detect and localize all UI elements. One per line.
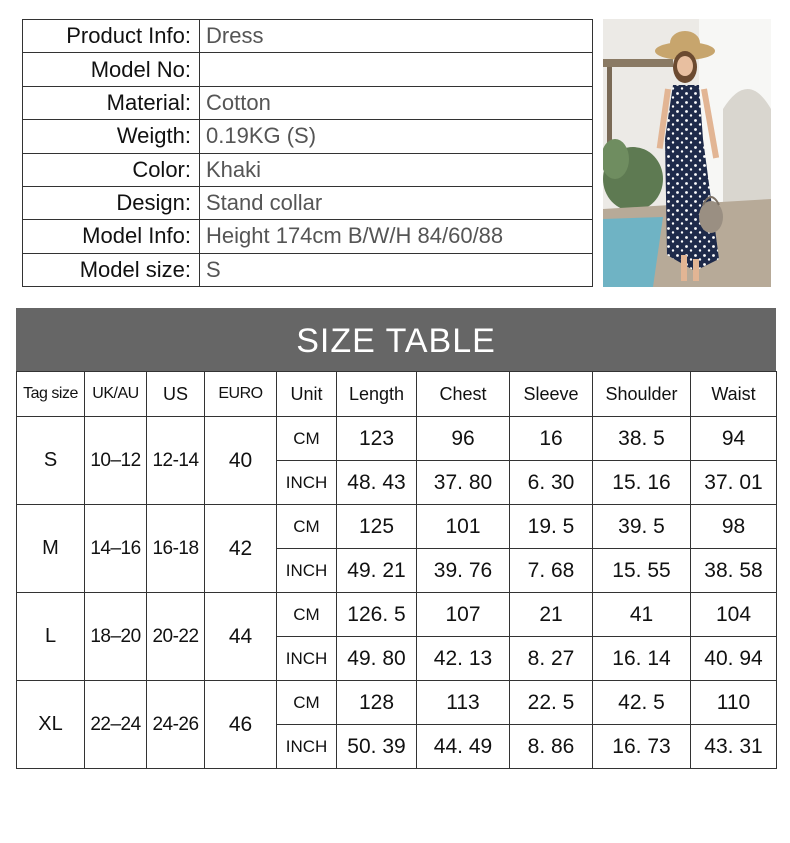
chest-cell: 107 bbox=[417, 593, 510, 637]
size-table-header bbox=[17, 372, 777, 417]
length-cell: 125 bbox=[337, 505, 417, 549]
unit-cell: CM bbox=[277, 593, 337, 637]
size-table-title: SIZE TABLE bbox=[16, 308, 776, 371]
chest-cell: 113 bbox=[417, 681, 510, 725]
unit-cell: CM bbox=[277, 505, 337, 549]
info-label: Product Info: bbox=[23, 20, 200, 53]
sleeve-cell: 6. 30 bbox=[510, 461, 593, 505]
info-row-model-info bbox=[23, 220, 593, 253]
info-label: Design: bbox=[23, 186, 200, 219]
sleeve-cell: 8. 27 bbox=[510, 637, 593, 681]
shoulder-cell: 38. 5 bbox=[593, 417, 691, 461]
info-label: Color: bbox=[23, 153, 200, 186]
sleeve-cell: 22. 5 bbox=[510, 681, 593, 725]
table-row bbox=[17, 681, 777, 725]
info-value: Height 174cm B/W/H 84/60/88 bbox=[200, 220, 593, 253]
shoulder-cell: 39. 5 bbox=[593, 505, 691, 549]
info-label: Model Info: bbox=[23, 220, 200, 253]
info-row-design bbox=[23, 186, 593, 219]
shoulder-cell: 15. 16 bbox=[593, 461, 691, 505]
euro-cell: 46 bbox=[205, 681, 277, 769]
model-photo bbox=[603, 19, 771, 287]
length-cell: 123 bbox=[337, 417, 417, 461]
euro-cell: 42 bbox=[205, 505, 277, 593]
length-cell: 126. 5 bbox=[337, 593, 417, 637]
col-header: UK/AU bbox=[85, 372, 147, 417]
sleeve-cell: 19. 5 bbox=[510, 505, 593, 549]
shoulder-cell: 16. 14 bbox=[593, 637, 691, 681]
tag-size-cell: XL bbox=[17, 681, 85, 769]
chest-cell: 37. 80 bbox=[417, 461, 510, 505]
length-cell: 48. 43 bbox=[337, 461, 417, 505]
info-row-material bbox=[23, 86, 593, 119]
sleeve-cell: 21 bbox=[510, 593, 593, 637]
info-value: Stand collar bbox=[200, 186, 593, 219]
us-cell: 12-14 bbox=[147, 417, 205, 505]
info-row-weight bbox=[23, 120, 593, 153]
sleeve-cell: 16 bbox=[510, 417, 593, 461]
uk-au-cell: 10–12 bbox=[85, 417, 147, 505]
waist-cell: 38. 58 bbox=[691, 549, 777, 593]
unit-cell: INCH bbox=[277, 637, 337, 681]
sleeve-cell: 7. 68 bbox=[510, 549, 593, 593]
unit-cell: INCH bbox=[277, 725, 337, 769]
col-header: US bbox=[147, 372, 205, 417]
table-row bbox=[17, 505, 777, 549]
col-header: Tag size bbox=[17, 372, 85, 417]
waist-cell: 104 bbox=[691, 593, 777, 637]
unit-cell: CM bbox=[277, 417, 337, 461]
length-cell: 50. 39 bbox=[337, 725, 417, 769]
shoulder-cell: 41 bbox=[593, 593, 691, 637]
uk-au-cell: 18–20 bbox=[85, 593, 147, 681]
info-value: S bbox=[200, 253, 593, 286]
col-header: EURO bbox=[205, 372, 277, 417]
table-row bbox=[17, 593, 777, 637]
chest-cell: 42. 13 bbox=[417, 637, 510, 681]
info-label: Model size: bbox=[23, 253, 200, 286]
uk-au-cell: 22–24 bbox=[85, 681, 147, 769]
uk-au-cell: 14–16 bbox=[85, 505, 147, 593]
chest-cell: 39. 76 bbox=[417, 549, 510, 593]
sleeve-cell: 8. 86 bbox=[510, 725, 593, 769]
info-value: Cotton bbox=[200, 86, 593, 119]
waist-cell: 98 bbox=[691, 505, 777, 549]
info-label: Weigth: bbox=[23, 120, 200, 153]
euro-cell: 40 bbox=[205, 417, 277, 505]
info-row-model-no bbox=[23, 53, 593, 86]
info-row-color bbox=[23, 153, 593, 186]
info-value: 0.19KG (S) bbox=[200, 120, 593, 153]
table-row bbox=[17, 417, 777, 461]
shoulder-cell: 42. 5 bbox=[593, 681, 691, 725]
us-cell: 16-18 bbox=[147, 505, 205, 593]
unit-cell: CM bbox=[277, 681, 337, 725]
col-header: Unit bbox=[277, 372, 337, 417]
us-cell: 20-22 bbox=[147, 593, 205, 681]
shoulder-cell: 16. 73 bbox=[593, 725, 691, 769]
col-header: Length bbox=[337, 372, 417, 417]
waist-cell: 110 bbox=[691, 681, 777, 725]
tag-size-cell: M bbox=[17, 505, 85, 593]
col-header: Shoulder bbox=[593, 372, 691, 417]
info-value: Khaki bbox=[200, 153, 593, 186]
chest-cell: 101 bbox=[417, 505, 510, 549]
size-table bbox=[16, 371, 777, 769]
info-label: Model No: bbox=[23, 53, 200, 86]
product-info-table bbox=[22, 19, 593, 287]
us-cell: 24-26 bbox=[147, 681, 205, 769]
length-cell: 49. 80 bbox=[337, 637, 417, 681]
info-row-product bbox=[23, 20, 593, 53]
col-header: Chest bbox=[417, 372, 510, 417]
chest-cell: 96 bbox=[417, 417, 510, 461]
waist-cell: 40. 94 bbox=[691, 637, 777, 681]
waist-cell: 37. 01 bbox=[691, 461, 777, 505]
col-header: Sleeve bbox=[510, 372, 593, 417]
waist-cell: 43. 31 bbox=[691, 725, 777, 769]
tag-size-cell: L bbox=[17, 593, 85, 681]
length-cell: 128 bbox=[337, 681, 417, 725]
euro-cell: 44 bbox=[205, 593, 277, 681]
info-row-model-size bbox=[23, 253, 593, 286]
info-value: Dress bbox=[200, 20, 593, 53]
unit-cell: INCH bbox=[277, 549, 337, 593]
length-cell: 49. 21 bbox=[337, 549, 417, 593]
shoulder-cell: 15. 55 bbox=[593, 549, 691, 593]
unit-cell: INCH bbox=[277, 461, 337, 505]
waist-cell: 94 bbox=[691, 417, 777, 461]
info-value bbox=[200, 53, 593, 86]
tag-size-cell: S bbox=[17, 417, 85, 505]
col-header: Waist bbox=[691, 372, 777, 417]
info-label: Material: bbox=[23, 86, 200, 119]
chest-cell: 44. 49 bbox=[417, 725, 510, 769]
